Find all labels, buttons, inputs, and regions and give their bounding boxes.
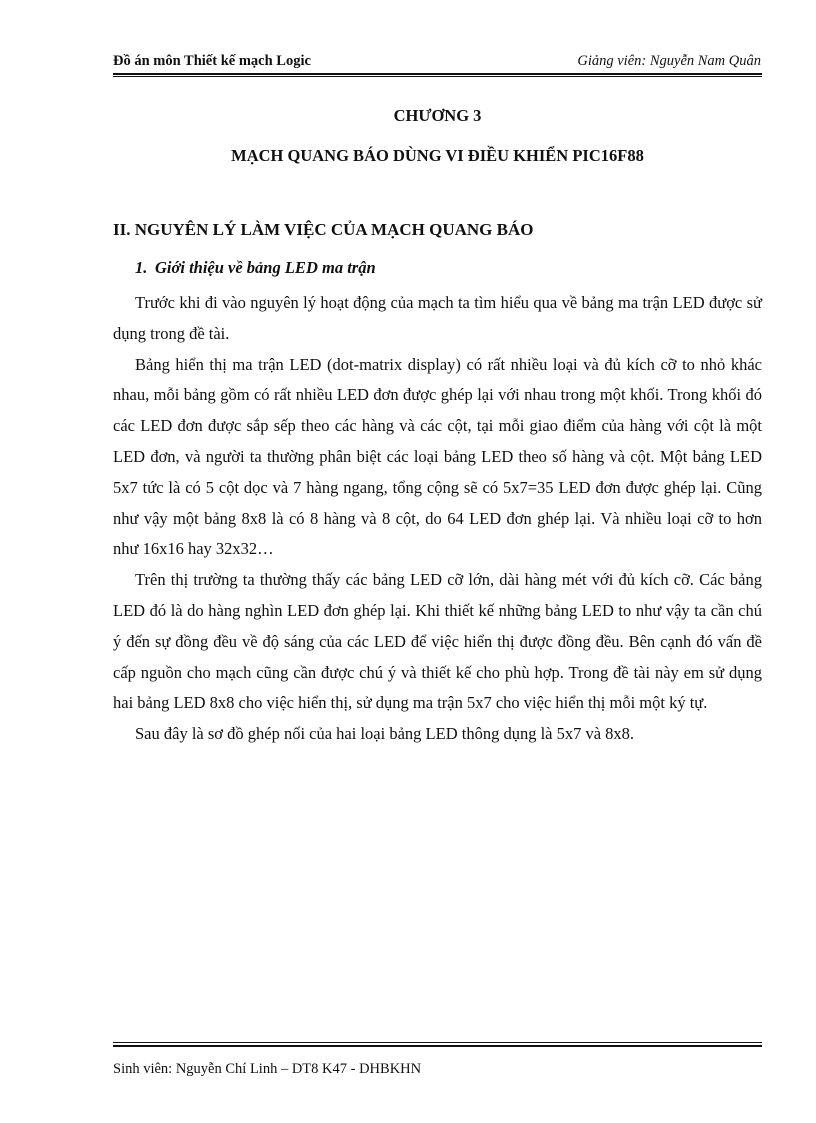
header-rule-thick bbox=[113, 73, 762, 75]
header-rule-thin bbox=[113, 76, 762, 77]
subsection-title: Giới thiệu về bảng LED ma trận bbox=[155, 258, 376, 277]
subsection-heading bbox=[113, 258, 762, 278]
subsection-number: 1. bbox=[135, 258, 148, 277]
paragraph-large-boards: Trên thị trường ta thường thấy các bảng LED cỡ lớn, dài hàng mét với đủ kích cỡ. Các bảng LED đó là do hàng nghìn LED đơn ghép lại. Khi thiết kế những bảng LED to như vậy ta cần chú ý đến sự đồng đều về độ sáng của các LED để việc hiển thị được đồng đều. Bên cạnh đó vấn đề cấp nguồn cho mạch cũng cần được chú ý và thiết kế cho phù hợp. Trong đề tài này em sử dụng hai bảng LED 8x8 cho việc hiển thị, sử dụng ma trận 5x7 cho việc hiển thị mỗi một ký tự. bbox=[113, 570, 762, 713]
header-course-title: Đồ án môn Thiết kế mạch Logic bbox=[113, 53, 311, 69]
paragraph-diagram-intro: Sau đây là sơ đồ ghép nối của hai loại bảng LED thông dụng là 5x7 và 8x8. bbox=[135, 724, 635, 744]
chapter-number: CHƯƠNG 3 bbox=[393, 106, 482, 125]
section-heading: II. NGUYÊN LÝ LÀM VIỆC CỦA MẠCH QUANG BÁO bbox=[113, 220, 534, 239]
header-instructor: Giảng viên: Nguyễn Nam Quân bbox=[577, 53, 761, 69]
chapter-title: MẠCH QUANG BÁO DÙNG VI ĐIỀU KHIỂN PIC16F88 bbox=[231, 146, 644, 165]
footer-rule-thin bbox=[113, 1042, 762, 1043]
paragraph-intro: Trước khi đi vào nguyên lý hoạt động của mạch ta tìm hiểu qua về bảng ma trận LED được sử dụng trong đề tài. bbox=[113, 293, 762, 343]
paragraph-dot-matrix: Bảng hiển thị ma trận LED (dot-matrix display) có rất nhiều loại và đủ kích cỡ to nhỏ khác nhau, mỗi bảng gồm có rất nhiều LED đơn được ghép lại với nhau trong một khối. Trong khối đó các LED đơn được sắp sếp theo các hàng và các cột, tại mỗi giao điểm của hàng với cột là một LED đơn, và người ta thường phân biệt các loại bảng LED theo số hàng và cột. Một bảng LED 5x7 tức là có 5 cột dọc và 7 hàng ngang, tổng cộng sẽ có 5x7=35 LED đơn được ghép lại. Cũng như vậy một bảng 8x8 là có 8 hàng và 8 cột, do 64 LED đơn ghép lại. Và nhiều loại cỡ to hơn như 16x16 hay 32x32… bbox=[113, 354, 762, 559]
footer-rule-thick bbox=[113, 1045, 762, 1047]
body-text bbox=[113, 220, 762, 750]
page-footer: Sinh viên: Nguyễn Chí Linh – DT8 K47 - DHBKHN bbox=[113, 1061, 422, 1077]
